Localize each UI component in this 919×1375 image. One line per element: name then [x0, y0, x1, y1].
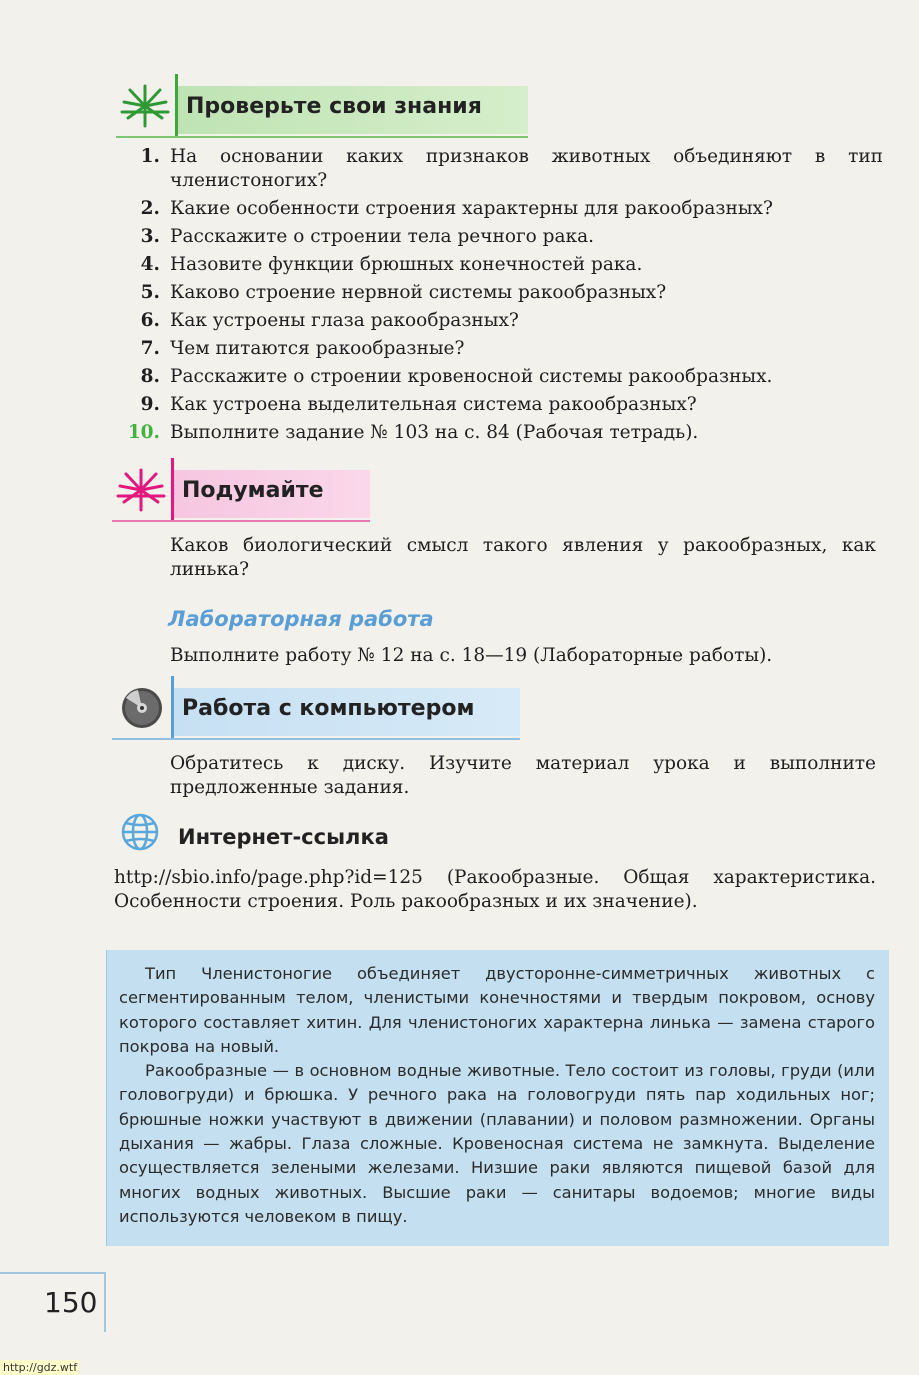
- list-item: 3. Расскажите о строении тела речного рака.: [140, 226, 595, 247]
- list-item: 1. На основании каких признаков животных объединяют в тип членистоногих?: [140, 146, 883, 191]
- summary-paragraph-2: Ракообразные — в основном водные животные. Тело состоит из головы, груди (или головогруди) и брюшка. У речного рака на головогруди пять пар ходильных ног; брюшные ножки участвуют в движении (плавании) и половом размножении. Органы дыхания — жабры. Глаза сложные. Кровеносная система не замкнута. Выделение осуществляется зелеными железами. Низшие раки являются пищевой базой для многих водных животных. Высшие раки — санитары водоемов; многие виды используются человеком в пищу.: [119, 1061, 875, 1226]
- list-item: 2. Какие особенности строения характерны для ракообразных?: [140, 198, 773, 219]
- page-number-rule: [0, 1272, 106, 1274]
- list-item: 5. Каково строение нервной системы ракообразных?: [140, 282, 667, 303]
- list-item: 9. Как устроена выделительная система ракообразных?: [140, 394, 697, 415]
- disc-icon: [116, 684, 166, 732]
- internet-link-title: Интернет-ссылка: [178, 825, 389, 849]
- question-list: [118, 145, 883, 449]
- summary-paragraph-1: Тип Членистоногие объединяет двусторонне-симметричных животных с сегментированным телом, членистыми конечностями и твердым покровом, основу которого составляет хитин. Для членистоногих характерна линька — замена старого покрова на новый.: [119, 964, 875, 1056]
- page-number-divider: [104, 1272, 106, 1332]
- lab-text: Выполните работу № 12 на с. 18—19 (Лабораторные работы).: [170, 645, 773, 666]
- computer-text: Обратитесь к диску. Изучите материал урока и выполните предложенные задания.: [170, 753, 876, 798]
- list-item: 7. Чем питаются ракообразные?: [140, 338, 465, 359]
- watermark: http://gdz.wtf: [0, 1360, 79, 1375]
- summary-box: [106, 950, 889, 1246]
- think-title: Подумайте: [182, 478, 324, 503]
- list-item: 6. Как устроены глаза ракообразных?: [140, 310, 519, 331]
- think-header: [112, 458, 370, 522]
- pink-burst-icon: [116, 466, 166, 514]
- list-item: 4. Назовите функции брюшных конечностей рака.: [140, 254, 643, 275]
- page-number: 150: [44, 1286, 98, 1319]
- globe-icon: [120, 812, 160, 852]
- check-knowledge-header: [116, 74, 528, 138]
- lab-title: Лабораторная работа: [168, 607, 434, 631]
- think-text: Каков биологический смысл такого явления у ракообразных, как линька?: [170, 535, 876, 580]
- list-item: 8. Расскажите о строении кровеносной системы ракообразных.: [140, 366, 773, 387]
- internet-link-text[interactable]: http://sbio.info/page.php?id=125 (Ракообразные. Общая характеристика. Особенности строения. Роль ракообразных и их значение).: [114, 867, 876, 912]
- computer-header: [112, 676, 520, 740]
- check-knowledge-title: Проверьте свои знания: [186, 94, 482, 119]
- green-burst-icon: [120, 82, 170, 130]
- computer-title: Работа с компьютером: [182, 696, 475, 721]
- list-item: 10. Выполните задание № 103 на с. 84 (Рабочая тетрадь).: [127, 422, 699, 443]
